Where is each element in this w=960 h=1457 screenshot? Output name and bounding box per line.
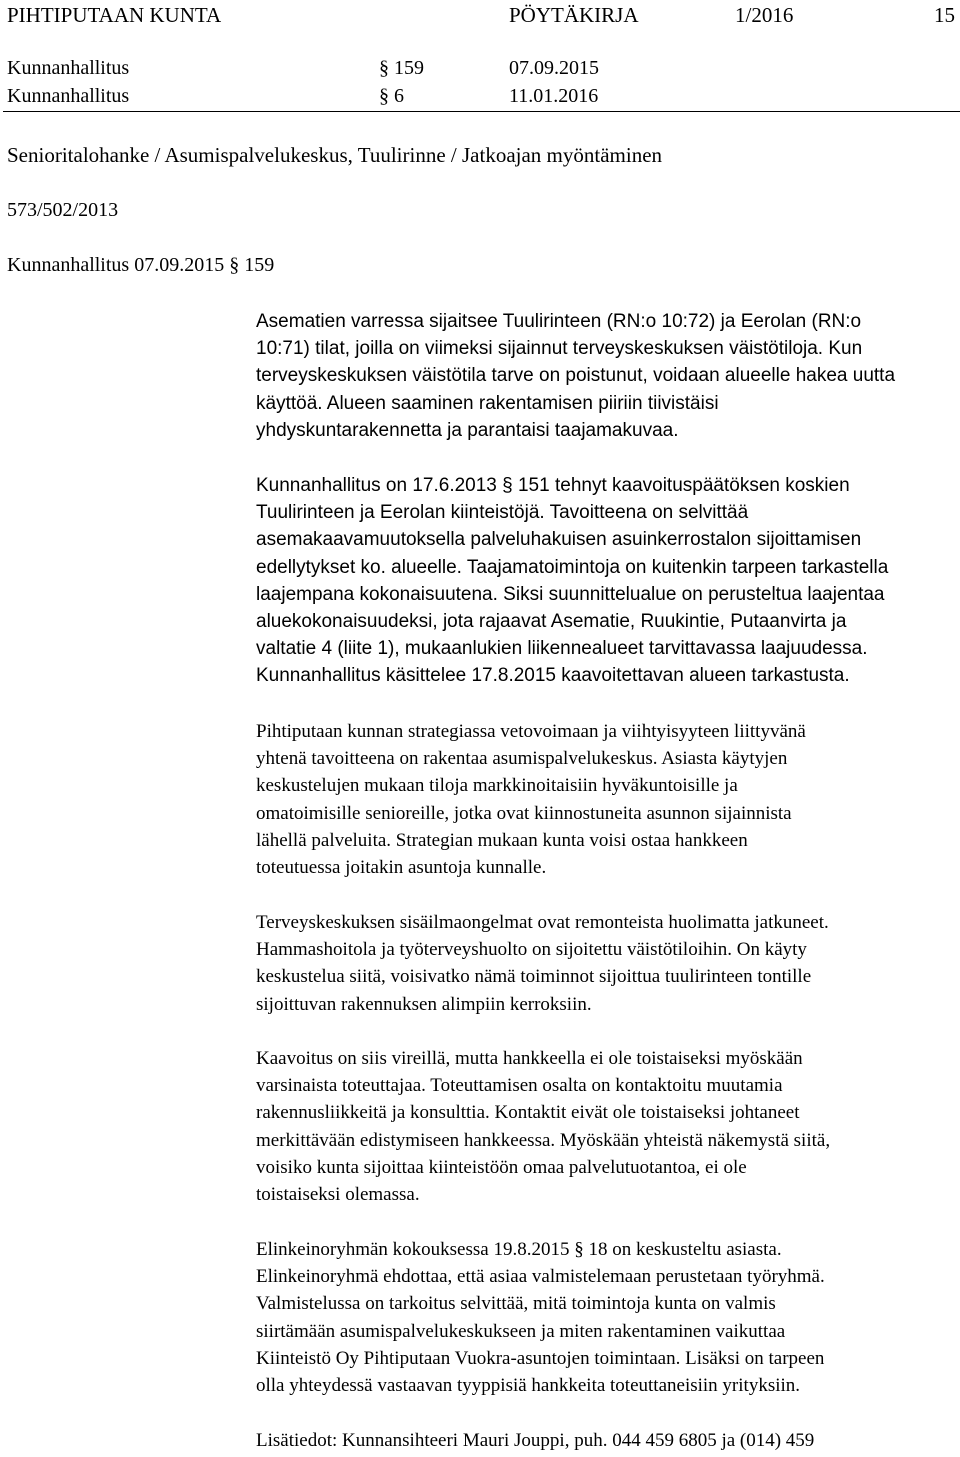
paragraph-line: varsinaista toteuttajaa. Toteuttamisen osalta on kontaktoitu muutamia xyxy=(256,1075,783,1097)
meeting-date-2: 11.01.2016 xyxy=(509,85,599,107)
paragraph-line: yhtenä tavoitteena on rakentaa asumispalvelukeskus. Asiasta käytyjen xyxy=(256,748,788,770)
contact-info xyxy=(256,1427,958,1454)
paragraph-line: Elinkeinoryhmän kokouksessa 19.8.2015 § 18 on keskusteltu asiasta. xyxy=(256,1239,782,1260)
paragraph-line: Valmistelussa on tarkoitus selvittää, mitä toimintoja kunta on valmis xyxy=(256,1293,776,1315)
meeting-body-1: Kunnanhallitus xyxy=(7,57,130,79)
paragraph-5 xyxy=(256,1045,958,1208)
paragraph-line: keskustelua siitä, voisivatko nämä toiminnot sijoittua tuulirinteen tontille xyxy=(256,966,812,988)
document-number: 1/2016 xyxy=(735,3,794,27)
history-reference: Kunnanhallitus 07.09.2015 § 159 xyxy=(7,254,275,276)
paragraph-line: asemakaavamuutoksella palveluhakuisen asuinkerrostalon sijoittamisen xyxy=(256,529,862,551)
paragraph-line: terveyskeskuksen väistötila tarve on poistunut, voidaan alueelle hakea uutta xyxy=(256,365,896,387)
paragraph-line: toteutuessa joitakin asuntoja kunnalle. xyxy=(256,857,547,879)
paragraph-line: Terveyskeskuksen sisäilmaongelmat ovat remonteista huolimatta jatkuneet. xyxy=(256,912,829,933)
paragraph-line: sijoittuvan rakennuksen alimpiin kerroksiin. xyxy=(256,993,592,1015)
paragraph-6 xyxy=(256,1236,958,1399)
paragraph-line: aluekokonaisuudeksi, jota rajaavat Asematie, Ruukintie, Putaanvirta ja xyxy=(256,611,847,633)
paragraph-line: Tuulirinteen ja Eerolan kiinteistöjä. Tavoitteena on selvittää xyxy=(256,502,749,524)
paragraph-line: Asematien varressa sijaitsee Tuulirinteen (RN:o 10:72) ja Eerolan (RN:o xyxy=(256,311,862,332)
paragraph-line: Elinkeinoryhmä ehdottaa, että asiaa valmistelemaan perustetaan työryhmä. xyxy=(256,1266,825,1288)
paragraph-line: edellytykset ko. alueelle. Taajamatoimintoja on kuitenkin tarpeen tarkastella xyxy=(256,556,889,578)
paragraph-line: Kaavoitus on siis vireillä, mutta hankkeella ei ole toistaiseksi myöskään xyxy=(256,1048,803,1069)
paragraph-line: käyttöä. Alueen saaminen rakentamisen piiriin tiivistäisi xyxy=(256,392,719,414)
paragraph-line: rakennusliikkeitä ja konsulttia. Kontaktit eivät ole toistaiseksi johtaneet xyxy=(256,1102,800,1124)
diary-number: 573/502/2013 xyxy=(7,199,119,221)
paragraph-3 xyxy=(256,718,958,881)
paragraph-line: laajempana kokonaisuutena. Siksi suunnittelualue on perusteltua laajentaa xyxy=(256,583,885,605)
page-title: Senioritalohanke / Asumispalvelukeskus, Tuulirinne / Jatkoajan myöntäminen xyxy=(7,143,663,167)
paragraph-line: valtatie 4 (liite 1), mukaanlukien liikennealueet tarvittavassa laajuudessa. xyxy=(256,638,868,660)
paragraph-line: merkittävään edistymiseen hankkeessa. Myöskään yhteistä näkemystä siitä, xyxy=(256,1129,831,1151)
paragraph-line: toistaiseksi olemassa. xyxy=(256,1184,420,1206)
paragraph-line: yhdyskuntarakennetta ja parantaisi taajamakuvaa. xyxy=(256,419,679,441)
paragraph-line: keskustelujen mukaan tiloja markkinoitaisiin hyväkuntoisille ja xyxy=(256,775,738,797)
meeting-section-2: § 6 xyxy=(379,85,404,107)
paragraph-line: lähellä palveluita. Strategian mukaan kunta voisi ostaa hankkeen xyxy=(256,829,748,851)
meeting-section-1: § 159 xyxy=(379,57,424,79)
paragraph-1 xyxy=(256,308,958,444)
page-number: 15 xyxy=(934,3,955,27)
paragraph-line: siirtämään asumispalvelukeskukseen ja miten rakentaminen vaikuttaa xyxy=(256,1320,786,1342)
paragraph-line: olla yhteydessä vastaavan tyyppisiä hankkeita toteuttaneisiin yrityksiin. xyxy=(256,1375,801,1397)
paragraph-line: Hammashoitola ja työterveyshuolto on sijoitettu väistötiloihin. On käyty xyxy=(256,939,807,961)
meeting-body-2: Kunnanhallitus xyxy=(7,85,130,107)
paragraph-line: omatoimisille senioreille, jotka ovat kiinnostuneita asunnon sijainnista xyxy=(256,802,792,824)
paragraph-2 xyxy=(256,472,958,690)
paragraph-line: Kunnanhallitus käsittelee 17.8.2015 kaavoitettavan alueen tarkastusta. xyxy=(256,665,850,687)
paragraph-4 xyxy=(256,909,958,1018)
paragraph-line: voisiko kunta sijoittaa kiinteistöön omaa palvelutuotantoa, ei ole xyxy=(256,1156,747,1178)
paragraph-line: Pihtiputaan kunnan strategiassa vetovoimaan ja viihtyisyyteen liittyvänä xyxy=(256,721,806,742)
paragraph-line: Kiinteistö Oy Pihtiputaan Vuokra-asuntojen toimintaan. Lisäksi on tarpeen xyxy=(256,1347,825,1369)
document-type: PÖYTÄKIRJA xyxy=(509,3,639,27)
paragraph-line: Kunnanhallitus on 17.6.2013 § 151 tehnyt kaavoituspäätöksen koskien xyxy=(256,475,850,496)
header-divider xyxy=(3,111,960,112)
meeting-date-1: 07.09.2015 xyxy=(509,57,599,79)
paragraph-line: Lisätiedot: Kunnansihteeri Mauri Jouppi, puh. 044 459 6805 ja (014) 459 xyxy=(256,1430,815,1451)
municipality-name: PIHTIPUTAAN KUNTA xyxy=(7,3,222,27)
paragraph-line: 10:71) tilat, joilla on viimeksi sijainnut terveyskeskuksen väistötiloja. Kun xyxy=(256,338,863,360)
